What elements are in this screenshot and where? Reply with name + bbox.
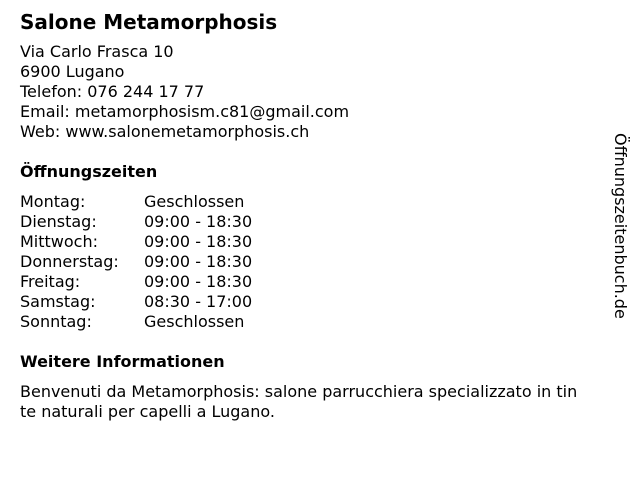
description-line: Benvenuti da Metamorphosis: salone parrucchiera specializzato in tin bbox=[20, 382, 578, 401]
contact-block bbox=[20, 42, 620, 142]
hours-day: Montag: bbox=[20, 192, 86, 211]
business-name: Salone Metamorphosis bbox=[20, 10, 278, 34]
hours-day: Samstag: bbox=[20, 292, 96, 311]
hours-row-tuesday bbox=[20, 212, 252, 232]
more-info-heading: Weitere Informationen bbox=[20, 352, 225, 371]
hours-day: Mittwoch: bbox=[20, 232, 98, 251]
hours-time: Geschlossen bbox=[144, 192, 245, 211]
opening-hours-table bbox=[20, 192, 252, 332]
description-text bbox=[20, 382, 620, 422]
hours-time: 08:30 - 17:00 bbox=[144, 292, 253, 311]
hours-time: 09:00 - 18:30 bbox=[144, 212, 253, 231]
hours-time: 09:00 - 18:30 bbox=[144, 252, 253, 271]
hours-day: Dienstag: bbox=[20, 212, 97, 231]
business-card bbox=[20, 10, 620, 422]
hours-time: Geschlossen bbox=[144, 312, 245, 331]
hours-day: Sonntag: bbox=[20, 312, 92, 331]
web-line: Web: www.salonemetamorphosis.ch bbox=[20, 122, 310, 141]
hours-row-thursday bbox=[20, 252, 252, 272]
hours-row-saturday bbox=[20, 292, 252, 312]
hours-time: 09:00 - 18:30 bbox=[144, 272, 253, 291]
email-line: Email: metamorphosism.c81@gmail.com bbox=[20, 102, 350, 121]
hours-day: Freitag: bbox=[20, 272, 81, 291]
hours-row-wednesday bbox=[20, 232, 252, 252]
description-line: te naturali per capelli a Lugano. bbox=[20, 402, 275, 421]
street-address: Via Carlo Frasca 10 bbox=[20, 42, 174, 61]
hours-time: 09:00 - 18:30 bbox=[144, 232, 253, 251]
hours-row-friday bbox=[20, 272, 252, 292]
site-brand-vertical: Öffnungszeitenbuch.de bbox=[611, 133, 630, 319]
hours-row-monday bbox=[20, 192, 252, 212]
hours-day: Donnerstag: bbox=[20, 252, 119, 271]
city-address: 6900 Lugano bbox=[20, 62, 125, 81]
opening-hours-heading: Öffnungszeiten bbox=[20, 162, 158, 181]
phone-line: Telefon: 076 244 17 77 bbox=[20, 82, 205, 101]
hours-row-sunday bbox=[20, 312, 252, 332]
